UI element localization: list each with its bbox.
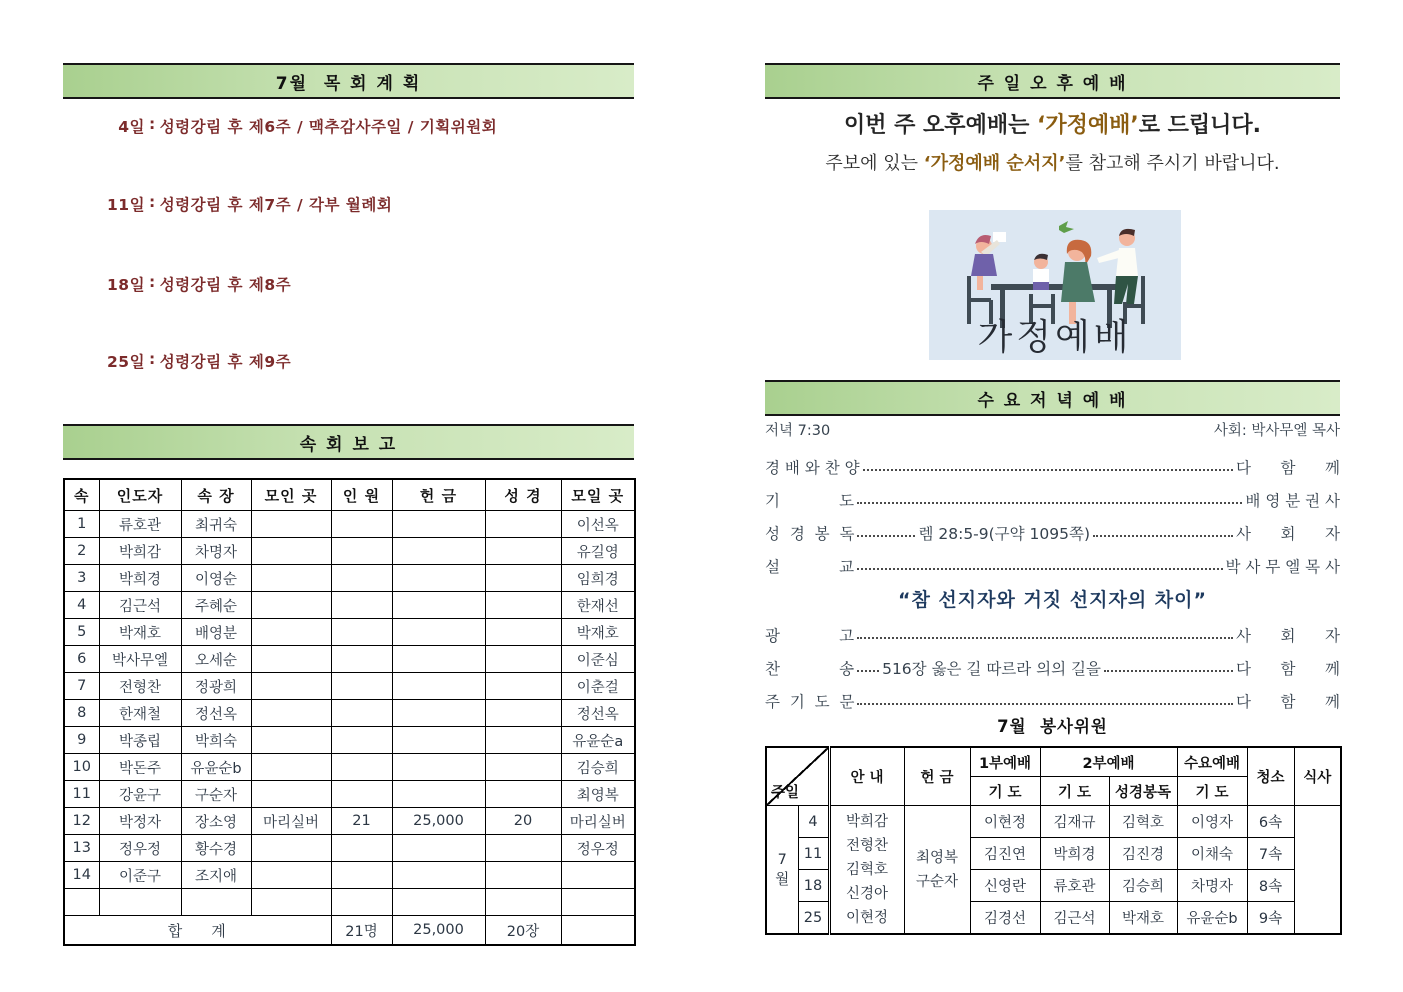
report-cell: 김근석 — [99, 592, 181, 619]
report-cell: 13 — [64, 835, 99, 862]
report-row — [64, 673, 635, 700]
plan-item-day: 25일 — [107, 353, 146, 371]
committee-offering-cell — [904, 806, 970, 935]
wed-prayer-cell: 유윤순b — [1177, 902, 1247, 935]
wednesday-header-bar — [765, 380, 1340, 416]
report-cell: 유길영 — [561, 538, 635, 565]
report-cell — [392, 781, 485, 808]
order-label: 성 경 봉 독 — [765, 524, 855, 543]
report-cell: 정광희 — [181, 673, 251, 700]
report-cell — [331, 565, 392, 592]
report-cell: 이선옥 — [561, 511, 635, 538]
worship-order-line — [765, 616, 1340, 649]
worship-order-line — [765, 448, 1340, 481]
report-row — [64, 538, 635, 565]
guide-name: 신경아 — [846, 885, 889, 902]
report-cell: 1 — [64, 511, 99, 538]
report-cell: 12 — [64, 808, 99, 835]
report-cell — [251, 619, 331, 646]
report-cell — [251, 862, 331, 889]
report-cell — [485, 835, 561, 862]
report-column-header: 모일 곳 — [561, 479, 635, 511]
report-cell: 9 — [64, 727, 99, 754]
plan-item-day: 11일 — [107, 196, 146, 214]
second-prayer-cell: 류호관 — [1040, 870, 1109, 902]
report-cell: 박희경 — [99, 565, 181, 592]
order-assignee: 다 함 께 — [1235, 659, 1340, 678]
committee-table-body — [766, 806, 1341, 935]
order-assignee: 사 회 자 — [1235, 524, 1340, 543]
report-cell: 이춘걸 — [561, 673, 635, 700]
dot-leader — [857, 502, 1242, 504]
afternoon-line1 — [765, 108, 1340, 139]
header-cleaning: 청소 — [1247, 747, 1294, 806]
report-cell — [251, 700, 331, 727]
order-assignee: 사 회 자 — [1235, 626, 1340, 645]
wed-prayer-cell: 차명자 — [1177, 870, 1247, 902]
order-assignee: 다 함 께 — [1235, 692, 1340, 711]
afternoon-header-bar — [765, 63, 1340, 99]
right-page — [765, 63, 1340, 963]
report-cell: 7 — [64, 673, 99, 700]
afternoon-line1-post: 로 드립니다. — [1138, 113, 1261, 138]
worship-order-line — [765, 481, 1340, 514]
report-cell — [485, 889, 561, 916]
wed-prayer-cell: 이영자 — [1177, 806, 1247, 838]
wednesday-title: 수 요 저 녁 예 배 — [977, 390, 1128, 411]
afternoon-line2-pre: 주보에 있는 — [825, 153, 924, 174]
report-cell — [64, 889, 99, 916]
report-cell: 8 — [64, 700, 99, 727]
plan-item-separator: : — [149, 193, 156, 211]
report-column-header: 모인 곳 — [251, 479, 331, 511]
scripture-reading-cell: 김진경 — [1109, 838, 1177, 870]
sermon-title: “참 선지자와 거짓 선지자의 차이” — [897, 588, 1208, 611]
report-cell — [392, 673, 485, 700]
report-cell — [392, 619, 485, 646]
report-cell — [392, 754, 485, 781]
report-row — [64, 808, 635, 835]
report-header-row — [64, 479, 635, 511]
order-label: 설 교 — [765, 557, 855, 576]
worship-order-line — [765, 649, 1340, 682]
report-column-header: 속 장 — [181, 479, 251, 511]
report-cell: 한재선 — [561, 592, 635, 619]
report-cell: 4 — [64, 592, 99, 619]
report-cell — [485, 781, 561, 808]
guide-name: 박희감 — [846, 813, 889, 830]
wednesday-info-row — [765, 419, 1340, 440]
cleaning-cell: 7속 — [1247, 838, 1294, 870]
report-cell: 박사무엘 — [99, 646, 181, 673]
report-cell: 박희감 — [99, 538, 181, 565]
report-row — [64, 592, 635, 619]
report-row — [64, 835, 635, 862]
plan-item-separator: : — [149, 350, 156, 368]
report-cell — [392, 565, 485, 592]
header-meal: 식사 — [1294, 747, 1341, 806]
report-cell: 3 — [64, 565, 99, 592]
first-prayer-cell: 김경선 — [970, 902, 1040, 935]
report-cell — [251, 835, 331, 862]
report-cell — [251, 754, 331, 781]
guide-name: 김혁호 — [846, 861, 889, 878]
report-row — [64, 646, 635, 673]
report-cell: 장소영 — [181, 808, 251, 835]
plan-title: 7월 목 회 계 획 — [275, 73, 422, 94]
report-cell — [331, 835, 392, 862]
report-total-row — [64, 916, 635, 946]
report-cell: 이준구 — [99, 862, 181, 889]
plan-item-text: 성령강림 후 제9주 — [159, 353, 292, 371]
report-cell — [392, 727, 485, 754]
worship-order-line — [765, 682, 1340, 715]
order-label: 기 도 — [765, 491, 855, 510]
report-cell — [392, 700, 485, 727]
report-cell — [331, 619, 392, 646]
afternoon-line2-post: 를 참고해 주시기 바랍니다. — [1065, 153, 1280, 174]
report-cell — [331, 673, 392, 700]
report-cell: 이준심 — [561, 646, 635, 673]
report-cell — [251, 673, 331, 700]
committee-table — [765, 746, 1342, 935]
worship-order-list — [765, 448, 1340, 715]
report-cell — [331, 592, 392, 619]
header-offering: 헌 금 — [904, 747, 970, 806]
report-cell: 유윤순a — [561, 727, 635, 754]
second-prayer-cell: 김재규 — [1040, 806, 1109, 838]
report-cell: 마리실버 — [561, 808, 635, 835]
report-row — [64, 700, 635, 727]
plan-item-text: 성령강림 후 제6주 / 맥추감사주일 / 기획위원회 — [159, 118, 498, 136]
dot-leader — [857, 637, 1233, 639]
report-cell — [392, 592, 485, 619]
report-cell — [251, 565, 331, 592]
report-cell: 정선옥 — [181, 700, 251, 727]
report-cell: 전형찬 — [99, 673, 181, 700]
committee-guide-cell — [829, 806, 904, 935]
order-label: 광 고 — [765, 626, 855, 645]
header-first-service: 1부예배 — [970, 747, 1040, 777]
first-prayer-cell: 이현정 — [970, 806, 1040, 838]
dot-leader — [857, 568, 1222, 570]
scripture-reading-cell: 김혁호 — [1109, 806, 1177, 838]
report-cell: 11 — [64, 781, 99, 808]
report-total-label: 합 계 — [64, 916, 331, 946]
report-cell — [99, 889, 181, 916]
report-cell: 조지애 — [181, 862, 251, 889]
dot-leader — [1104, 670, 1233, 672]
class-report-table — [63, 478, 636, 946]
order-label: 경 배 와 찬 양 — [765, 458, 860, 477]
report-row — [64, 781, 635, 808]
report-cell — [392, 862, 485, 889]
report-cell: 25,000 — [392, 808, 485, 835]
committee-day-cell: 11 — [798, 838, 829, 870]
first-prayer-cell: 신영란 — [970, 870, 1040, 902]
report-cell — [392, 835, 485, 862]
report-total-cell: 25,000 — [392, 916, 485, 946]
report-total-cell: 20장 — [485, 916, 561, 946]
dot-leader — [857, 670, 879, 672]
report-cell — [485, 511, 561, 538]
committee-day-cell: 25 — [798, 902, 829, 935]
report-cell: 임희경 — [561, 565, 635, 592]
report-cell — [251, 538, 331, 565]
header-prayer3: 기 도 — [1177, 777, 1247, 806]
afternoon-title: 주 일 오 후 예 배 — [977, 73, 1128, 94]
report-cell: 정선옥 — [561, 700, 635, 727]
report-cell — [485, 673, 561, 700]
header-second-service: 2부예배 — [1040, 747, 1177, 777]
report-cell — [331, 538, 392, 565]
dot-leader — [857, 535, 915, 537]
report-cell: 박희숙 — [181, 727, 251, 754]
plan-item-text: 성령강림 후 제8주 — [159, 276, 292, 294]
first-prayer-cell: 김진연 — [970, 838, 1040, 870]
cleaning-cell: 9속 — [1247, 902, 1294, 935]
plan-item-text: 성령강림 후 제7주 / 각부 월례회 — [159, 196, 393, 214]
plan-item — [107, 350, 291, 372]
report-header-bar — [63, 424, 634, 460]
report-cell: 차명자 — [181, 538, 251, 565]
afternoon-line2-accent: ‘가정예배 순서지’ — [923, 153, 1066, 174]
plan-item — [107, 273, 291, 295]
report-cell: 최귀숙 — [181, 511, 251, 538]
plan-item-day: 18일 — [107, 276, 146, 294]
report-cell — [331, 781, 392, 808]
report-cell — [392, 889, 485, 916]
committee-corner-cell — [766, 747, 829, 806]
report-cell — [251, 646, 331, 673]
report-cell: 오세순 — [181, 646, 251, 673]
committee-day-cell: 4 — [798, 806, 829, 838]
report-cell: 한재철 — [99, 700, 181, 727]
report-cell: 정우정 — [99, 835, 181, 862]
plan-item — [107, 193, 392, 215]
report-column-header: 인 원 — [331, 479, 392, 511]
report-title: 속 회 보 고 — [299, 434, 398, 455]
report-cell — [392, 538, 485, 565]
report-row — [64, 565, 635, 592]
report-cell: 박종립 — [99, 727, 181, 754]
report-cell — [485, 538, 561, 565]
report-cell — [251, 889, 331, 916]
cleaning-cell: 8속 — [1247, 870, 1294, 902]
plan-header-bar — [63, 63, 634, 99]
plan-item-day: 4일 — [118, 118, 145, 136]
report-cell: 10 — [64, 754, 99, 781]
report-cell: 박돈주 — [99, 754, 181, 781]
worship-order-line — [765, 547, 1340, 580]
family-worship-image — [929, 210, 1181, 360]
report-cell: 박정자 — [99, 808, 181, 835]
service-moderator: 사회: 박사무엘 목사 — [1213, 423, 1340, 439]
report-cell — [331, 700, 392, 727]
scripture-reading-cell: 박재호 — [1109, 902, 1177, 935]
report-cell — [561, 862, 635, 889]
report-cell: 최영복 — [561, 781, 635, 808]
report-row — [64, 511, 635, 538]
report-row — [64, 619, 635, 646]
report-cell — [485, 592, 561, 619]
order-assignee: 박 사 무 엘 목 사 — [1225, 557, 1340, 576]
order-assignee: 다 함 께 — [1235, 458, 1340, 477]
report-cell: 정우정 — [561, 835, 635, 862]
header-scripture: 성경봉독 — [1109, 777, 1177, 806]
report-cell — [331, 511, 392, 538]
committee-meal-cell — [1294, 806, 1341, 935]
report-cell — [485, 619, 561, 646]
report-row — [64, 862, 635, 889]
report-cell — [331, 646, 392, 673]
report-cell — [251, 511, 331, 538]
report-cell — [251, 592, 331, 619]
report-cell — [331, 727, 392, 754]
order-detail: 렘 28:5-9(구약 1095쪽) — [918, 524, 1091, 543]
dot-leader — [1093, 535, 1233, 537]
report-column-header: 헌 금 — [392, 479, 485, 511]
worship-order-line — [765, 514, 1340, 547]
committee-month-cell — [766, 806, 798, 935]
scripture-reading-cell: 김승희 — [1109, 870, 1177, 902]
report-table-header — [64, 479, 635, 511]
cleaning-cell: 6속 — [1247, 806, 1294, 838]
report-table-body — [64, 511, 635, 946]
report-cell — [561, 889, 635, 916]
report-cell — [392, 511, 485, 538]
report-cell — [251, 781, 331, 808]
order-label: 주 기 도 문 — [765, 692, 855, 711]
report-cell: 황수경 — [181, 835, 251, 862]
report-cell: 5 — [64, 619, 99, 646]
report-cell: 20 — [485, 808, 561, 835]
report-cell: 6 — [64, 646, 99, 673]
report-cell: 마리실버 — [251, 808, 331, 835]
report-cell — [392, 646, 485, 673]
header-prayer2: 기 도 — [1040, 777, 1109, 806]
report-column-header: 인도자 — [99, 479, 181, 511]
guide-name: 전형찬 — [846, 837, 889, 854]
report-row — [64, 889, 635, 916]
report-cell — [331, 754, 392, 781]
second-prayer-cell: 김근석 — [1040, 902, 1109, 935]
report-cell: 2 — [64, 538, 99, 565]
report-cell — [251, 727, 331, 754]
offering-name: 최영복 — [916, 849, 959, 866]
afternoon-line1-accent: ‘가정예배’ — [1036, 113, 1139, 138]
guide-name: 이현정 — [846, 909, 889, 926]
report-cell — [485, 754, 561, 781]
report-cell — [331, 862, 392, 889]
month-char: 7 — [777, 851, 787, 868]
afternoon-line1-pre: 이번 주 오후예배는 — [843, 113, 1037, 138]
report-cell: 21 — [331, 808, 392, 835]
committee-row — [766, 806, 1341, 838]
report-cell: 유윤순b — [181, 754, 251, 781]
report-cell: 14 — [64, 862, 99, 889]
report-column-header: 성 경 — [485, 479, 561, 511]
report-cell — [485, 700, 561, 727]
report-cell: 강윤구 — [99, 781, 181, 808]
committee-day-cell: 18 — [798, 870, 829, 902]
order-label: 찬 송 — [765, 659, 855, 678]
afternoon-line2 — [765, 149, 1340, 175]
report-cell: 배영분 — [181, 619, 251, 646]
plan-item — [107, 115, 497, 137]
header-prayer1: 기 도 — [970, 777, 1040, 806]
report-cell: 김승희 — [561, 754, 635, 781]
report-cell: 박재호 — [561, 619, 635, 646]
left-page — [63, 63, 634, 963]
report-cell: 주혜순 — [181, 592, 251, 619]
plan-item-separator: : — [149, 273, 156, 291]
offering-name: 구순자 — [916, 873, 959, 890]
image-caption: 가정예배 — [977, 317, 1133, 358]
report-cell: 박재호 — [99, 619, 181, 646]
report-cell — [485, 862, 561, 889]
order-detail: 516장 옳은 길 따르라 의의 길을 — [882, 659, 1102, 678]
plan-item-separator: : — [149, 115, 156, 133]
report-column-header: 속 — [64, 479, 99, 511]
report-row — [64, 727, 635, 754]
report-total-cell: 21명 — [331, 916, 392, 946]
service-time: 저녁 7:30 — [765, 423, 831, 439]
month-char: 월 — [775, 871, 790, 888]
second-prayer-cell: 박희경 — [1040, 838, 1109, 870]
report-cell — [485, 646, 561, 673]
report-cell: 이영순 — [181, 565, 251, 592]
committee-title: 7월 봉사위원 — [997, 717, 1108, 736]
report-row — [64, 754, 635, 781]
report-cell — [331, 889, 392, 916]
dot-leader — [863, 469, 1233, 471]
report-total-cell — [561, 916, 635, 946]
wed-prayer-cell: 이채숙 — [1177, 838, 1247, 870]
report-cell — [181, 889, 251, 916]
report-cell: 구순자 — [181, 781, 251, 808]
corner-label: 주일 — [771, 785, 800, 801]
report-cell — [485, 565, 561, 592]
header-wed-service: 수요예배 — [1177, 747, 1247, 777]
report-cell: 류호관 — [99, 511, 181, 538]
committee-table-header — [766, 747, 1341, 806]
order-assignee: 배 영 분 권 사 — [1245, 491, 1340, 510]
report-cell — [485, 727, 561, 754]
dot-leader — [857, 703, 1232, 705]
header-guide: 안 내 — [829, 747, 904, 806]
